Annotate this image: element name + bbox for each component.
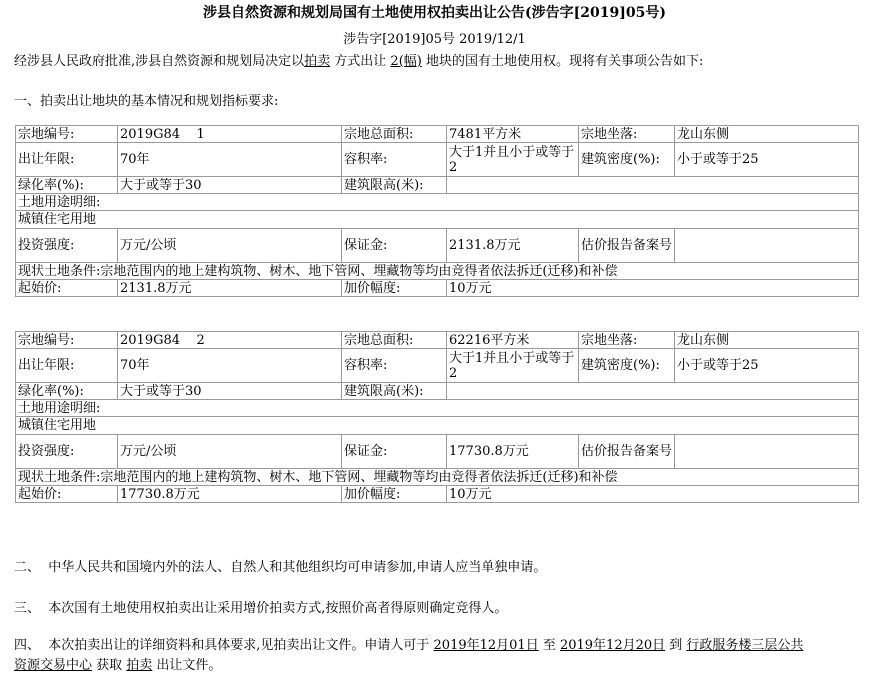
label-use-detail: 土地用途明细:: [16, 400, 859, 417]
document-number-date: 涉告字[2019]05号 2019/12/1: [343, 32, 526, 47]
current-condition: [16, 263, 859, 280]
label-investment: 投资强度:: [16, 435, 118, 469]
label-increment: 加价幅度:: [342, 280, 447, 297]
value-investment: 万元/公顷: [118, 229, 342, 263]
value-area: 62216平方米: [447, 332, 579, 349]
intro-mid: 方式出让: [330, 54, 391, 69]
label-current-condition: 现状土地条件:: [18, 469, 101, 485]
label-far: 容积率:: [342, 143, 447, 177]
section-4-to2: 到: [665, 638, 687, 653]
value-density: 小于或等于25: [675, 349, 859, 383]
place-link-line2[interactable]: 资源交易中心: [14, 658, 93, 673]
label-start-price: 起始价:: [16, 486, 118, 503]
value-deposit: 17730.8万元: [447, 435, 579, 469]
value-far: 大于1并且小于或等于2: [447, 349, 579, 383]
label-investment: 投资强度:: [16, 229, 118, 263]
label-height-limit: 建筑限高(米):: [342, 177, 447, 194]
label-density: 建筑密度(%):: [579, 143, 675, 177]
value-appraisal: [675, 229, 859, 263]
section-4-line2: [14, 656, 803, 676]
label-area: 宗地总面积:: [342, 126, 447, 143]
section-4-method-link[interactable]: 拍卖: [126, 658, 153, 673]
value-location: 龙山东侧: [675, 332, 859, 349]
value-current-condition: 宗地范围内的地上建构筑物、树木、地下管网、埋藏物等均由竞得者依法拆迁(迁移)和补偿: [100, 263, 618, 279]
value-appraisal: [675, 435, 859, 469]
label-density: 建筑密度(%):: [579, 349, 675, 383]
label-appraisal: 估价报告备案号: [579, 229, 675, 263]
place-link-line1[interactable]: 行政服务楼三层公共: [686, 638, 804, 653]
label-use-detail: 土地用途明细:: [16, 194, 859, 211]
section-2-paragraph: 二、 中华人民共和国境内外的法人、自然人和其他组织均可申请参加,申请人应当单独申请。: [14, 560, 547, 575]
parcel-table-1: [15, 125, 859, 297]
section-1-heading: 一、拍卖出让地块的基本情况和规划指标要求:: [14, 94, 279, 109]
start-date-link[interactable]: 2019年12月01日: [433, 638, 539, 653]
label-location: 宗地坐落:: [579, 126, 675, 143]
label-area: 宗地总面积:: [342, 332, 447, 349]
label-current-condition: 现状土地条件:: [18, 263, 101, 279]
label-deposit: 保证金:: [342, 229, 447, 263]
label-term: 出让年限:: [16, 349, 118, 383]
value-start-price: 17730.8万元: [118, 486, 342, 503]
value-far: 大于1并且小于或等于2: [447, 143, 579, 177]
end-date-link[interactable]: 2019年12月20日: [559, 638, 666, 653]
intro-method-link[interactable]: 拍卖: [304, 54, 331, 69]
value-area: 7481平方米: [447, 126, 579, 143]
section-4-paragraph: [14, 636, 803, 676]
intro-prefix: 经涉县人民政府批准,涉县自然资源和规划局决定以: [14, 54, 305, 69]
value-green: 大于或等于30: [118, 383, 342, 400]
section-3-paragraph: 三、 本次国有土地使用权拍卖出让采用增价拍卖方式,按照价高者得原则确定竞得人。: [14, 601, 508, 616]
value-parcel-no: 2019G84 1: [118, 126, 342, 143]
label-far: 容积率:: [342, 349, 447, 383]
section-4-prefix: 四、 本次拍卖出让的详细资料和具体要求,见拍卖出让文件。申请人可于: [14, 638, 434, 653]
value-height-limit: [447, 383, 859, 400]
value-start-price: 2131.8万元: [118, 280, 342, 297]
section-4-to1: 至: [538, 638, 560, 653]
label-green: 绿化率(%):: [16, 177, 118, 194]
current-condition: [16, 469, 859, 486]
label-parcel-no: 宗地编号:: [16, 332, 118, 349]
value-use: 城镇住宅用地: [16, 417, 859, 435]
value-location: 龙山东侧: [675, 126, 859, 143]
label-appraisal: 估价报告备案号: [579, 435, 675, 469]
parcel-table-2: [15, 331, 859, 503]
value-use: 城镇住宅用地: [16, 211, 859, 229]
value-investment: 万元/公顷: [118, 435, 342, 469]
intro-paragraph: [14, 50, 703, 69]
value-increment: 10万元: [447, 486, 859, 503]
label-increment: 加价幅度:: [342, 486, 447, 503]
page-title: 涉县自然资源和规划局国有土地使用权拍卖出让公告(涉告字[2019]05号): [203, 5, 666, 21]
label-parcel-no: 宗地编号:: [16, 126, 118, 143]
value-deposit: 2131.8万元: [447, 229, 579, 263]
section-4-suffix: 出让文件。: [152, 658, 222, 673]
label-deposit: 保证金:: [342, 435, 447, 469]
value-density: 小于或等于25: [675, 143, 859, 177]
intro-suffix: 地块的国有土地使用权。现将有关事项公告如下:: [421, 54, 704, 69]
value-term: 70年: [118, 143, 342, 177]
label-term: 出让年限:: [16, 143, 118, 177]
value-increment: 10万元: [447, 280, 859, 297]
value-term: 70年: [118, 349, 342, 383]
label-green: 绿化率(%):: [16, 383, 118, 400]
value-green: 大于或等于30: [118, 177, 342, 194]
label-location: 宗地坐落:: [579, 332, 675, 349]
value-current-condition: 宗地范围内的地上建构筑物、树木、地下管网、埋藏物等均由竞得者依法拆迁(迁移)和补偿: [100, 469, 618, 485]
label-start-price: 起始价:: [16, 280, 118, 297]
value-height-limit: [447, 177, 859, 194]
section-4-get: 获取: [92, 658, 127, 673]
intro-count-link[interactable]: 2(幅): [390, 54, 422, 69]
value-parcel-no: 2019G84 2: [118, 332, 342, 349]
label-height-limit: 建筑限高(米):: [342, 383, 447, 400]
